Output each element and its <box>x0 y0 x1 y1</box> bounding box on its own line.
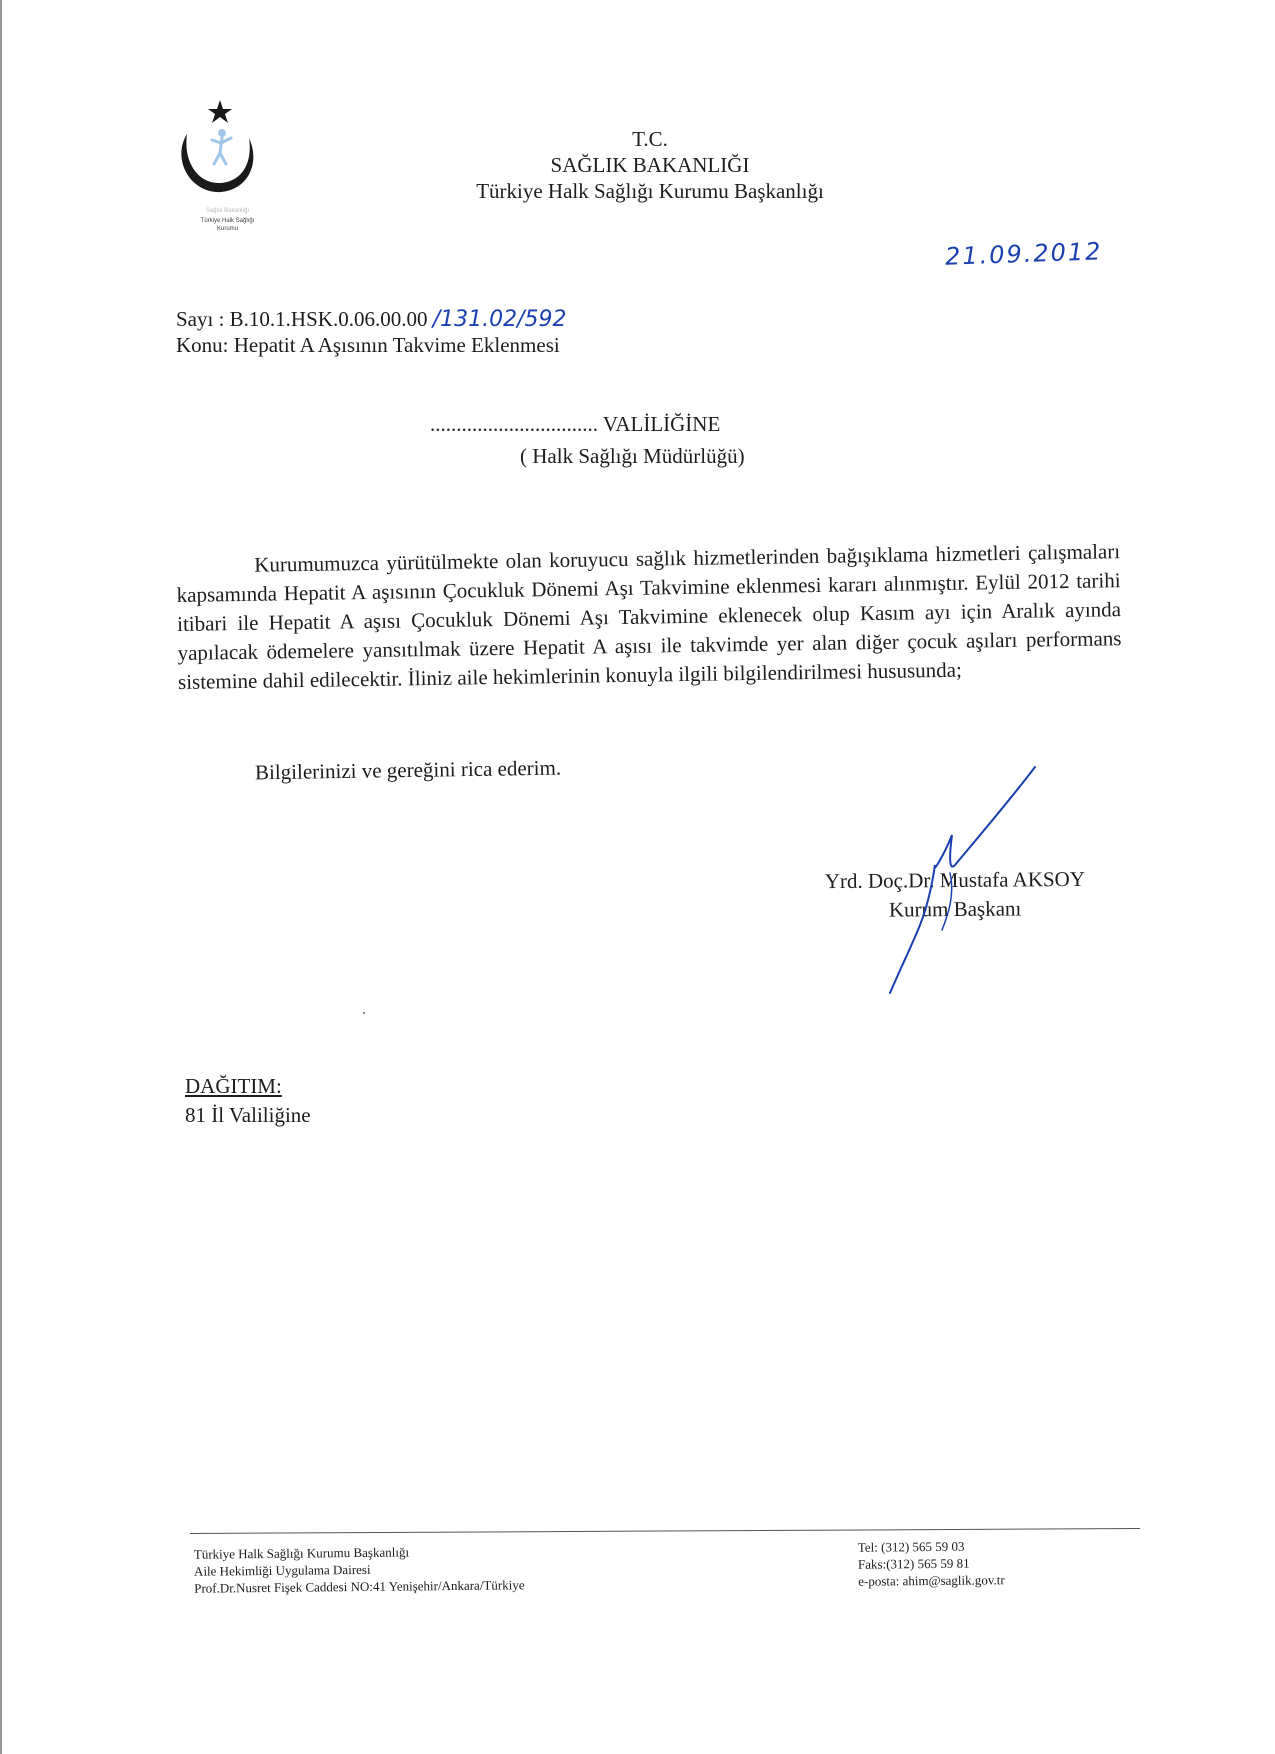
ministry-logo <box>165 98 290 238</box>
handwritten-date: 21.09.2012 <box>944 237 1103 271</box>
logo-caption-sub: Kurumu <box>216 226 238 232</box>
closing-sentence: Bilgilerinizi ve gereğini rica ederim. <box>254 755 562 785</box>
footer-tel: Tel: (312) 565 59 03 <box>857 1538 965 1555</box>
footer-address <box>194 1542 525 1596</box>
footer-institution: Türkiye Halk Sağlığı Kurumu Başkanlığı <box>193 1544 410 1562</box>
scan-speck <box>363 1012 365 1014</box>
letterhead <box>390 126 910 204</box>
header-institution: Türkiye Halk Sağlığı Kurumu Başkanlığı <box>476 179 824 203</box>
footer-street: Prof.Dr.Nusret Fişek Caddesi NO:41 Yenişehir/Ankara/Türkiye <box>194 1577 525 1596</box>
logo-caption-faint: Sağlık Bakanlığı <box>205 208 250 214</box>
sayi-value: : B.10.1.HSK.0.06.00.00 <box>218 307 428 331</box>
footer-department: Aile Hekimliği Uygulama Dairesi <box>193 1561 371 1579</box>
footer-contact <box>858 1537 1005 1590</box>
header-tc: T.C. <box>632 127 668 151</box>
reference-number-line <box>176 307 567 332</box>
distribution-title: DAĞITIM: <box>185 1074 282 1098</box>
sayi-label: Sayı <box>176 307 214 331</box>
crescent-star-figure-logo-icon <box>165 98 290 223</box>
subject-line <box>176 333 560 358</box>
distribution-item: 81 İl Valiliğine <box>185 1103 311 1127</box>
konu-value: Hepatit A Aşısının Takvime Eklenmesi <box>233 333 560 357</box>
header-ministry: SAĞLIK BAKANLIĞI <box>550 153 750 177</box>
footer-fax: Faks:(312) 565 59 81 <box>857 1555 970 1572</box>
scan-edge <box>0 0 2 1754</box>
konu-label: Konu: <box>176 333 229 357</box>
handwritten-signature-icon <box>860 755 1060 1005</box>
addressee-department: ( Halk Sağlığı Müdürlüğü) <box>520 444 745 468</box>
logo-caption: Türkiye Halk Sağlığı <box>200 218 255 224</box>
letter-body: Kurumumuzca yürütülmekte olan koruyucu sağlık hizmetlerinden bağışıklama hizmetleri çalışmaları kapsamında Hepatit A aşısının Çocukluk Dönemi Aşı Takvimine eklenmesi kararı alınmıştır. Eylül 2012 tarihi itibari ile Hepatit A aşısı Çocukluk Dönemi Aşı Takvimine eklenecek olup Kasım ayı için Aralık ayında yapılacak ödemelere yansıtılmak üzere Hepatit A aşısı ile takvimde yer alan diğer çocuk aşıları performans sistemine dahil edilecektir. İliniz aile hekimlerinin konuyla ilgili bilgilendirilmesi hususunda; <box>176 539 1122 694</box>
signatory-name: Yrd. Doç.Dr. Mustafa AKSOY <box>824 866 1086 894</box>
footer-divider <box>190 1528 1140 1534</box>
addressee: ................................ VALİLİĞİNE <box>430 412 721 436</box>
footer-email: e-posta: ahim@saglik.gov.tr <box>858 1572 1005 1589</box>
signatory-title: Kurum Başkanı <box>888 896 1022 922</box>
handwritten-number: /131.02/592 <box>432 307 567 332</box>
